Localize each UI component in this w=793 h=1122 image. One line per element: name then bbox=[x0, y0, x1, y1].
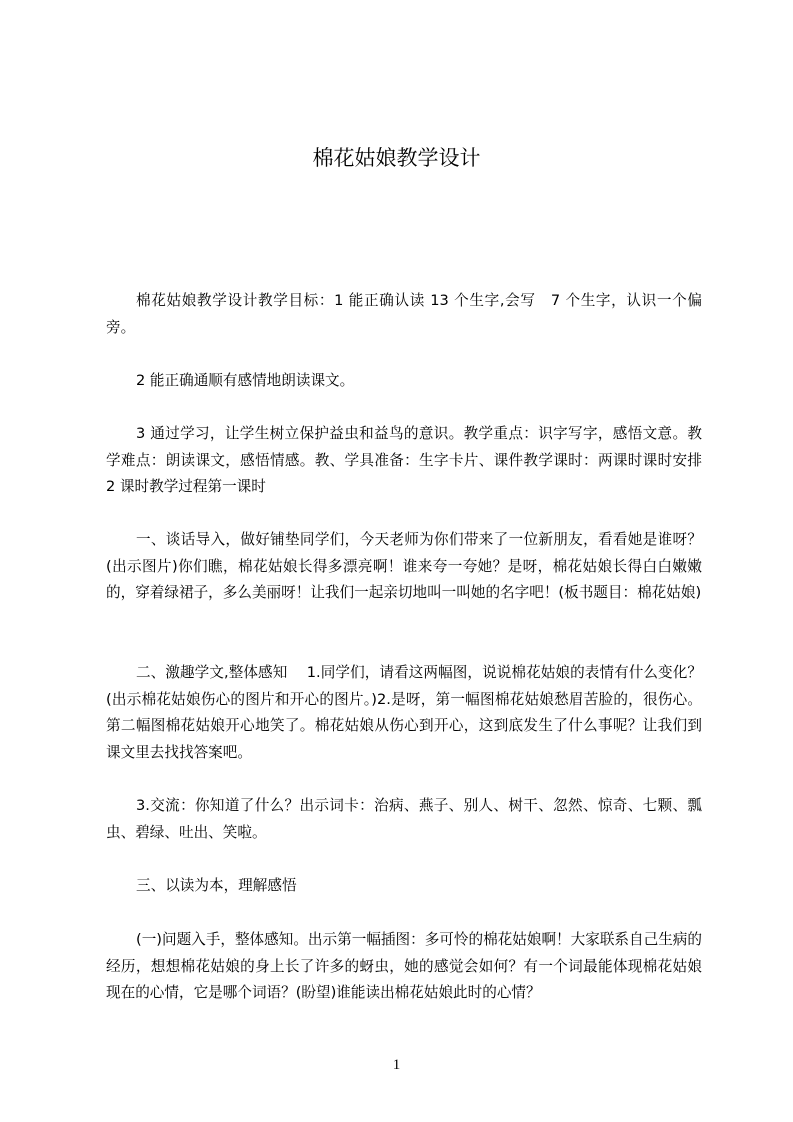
paragraph-section-1: 一、谈话导入，做好铺垫同学们，今天老师为你们带来了一位新朋友，看看她是谁呀？(出示图片)你们瞧，棉花姑娘长得多漂亮啊！谁来夸一夸她？是呀，棉花姑娘长得白白嫩嫩的，穿着绿裙子，多么美丽呀！让我们一起亲切地叫一叫她的名字吧！(板书题目：棉花姑娘) bbox=[106, 531, 702, 601]
document-title: 棉花姑娘教学设计 bbox=[312, 146, 481, 170]
paragraph-section-2: 二、激趣学文,整体感知 1.同学们，请看这两幅图，说说棉花姑娘的表情有什么变化？(出示棉花姑娘伤心的图片和开心的图片。)2.是呀，第一幅图棉花姑娘愁眉苦脸的，很伤心。第二幅图棉花姑娘开心地笑了。棉花姑娘从伤心到开心，这到底发生了什么事呢？让我们到课文里去找找答案吧。 bbox=[106, 664, 702, 761]
paragraph-part-1: (一)问题入手，整体感知。出示第一幅插图：多可怜的棉花姑娘啊！大家联系自己生病的经历，想想棉花姑娘的身上长了许多的蚜虫，她的感觉会如何？有一个词最能体现棉花姑娘现在的心情，它是哪个词语？(盼望)谁能读出棉花姑娘此时的心情？ bbox=[106, 931, 702, 1001]
paragraph-objective-2: 2 能正确通顺有感情地朗读课文。 bbox=[136, 372, 355, 389]
paragraph-objective-3: 3 通过学习，让学生树立保护益虫和益鸟的意识。教学重点：识字写字，感悟文意。教学难点：朗读课文，感悟情感。教、学具准备：生字卡片、课件教学课时：两课时课时安排 2 课时教学过程第一课时 bbox=[106, 425, 702, 495]
page-number: 1 bbox=[392, 1057, 401, 1073]
paragraph-section-3: 三、以读为本，理解感悟 bbox=[136, 877, 297, 894]
paragraph-objectives: 棉花姑娘教学设计教学目标：1 能正确认读 13 个生字,会写 7 个生字，认识一个偏旁。 bbox=[106, 292, 702, 336]
paragraph-word-cards: 3.交流：你知道了什么？出示词卡：治病、燕子、别人、树干、忽然、惊奇、七颗、瓢虫、碧绿、吐出、笑啦。 bbox=[106, 797, 702, 841]
